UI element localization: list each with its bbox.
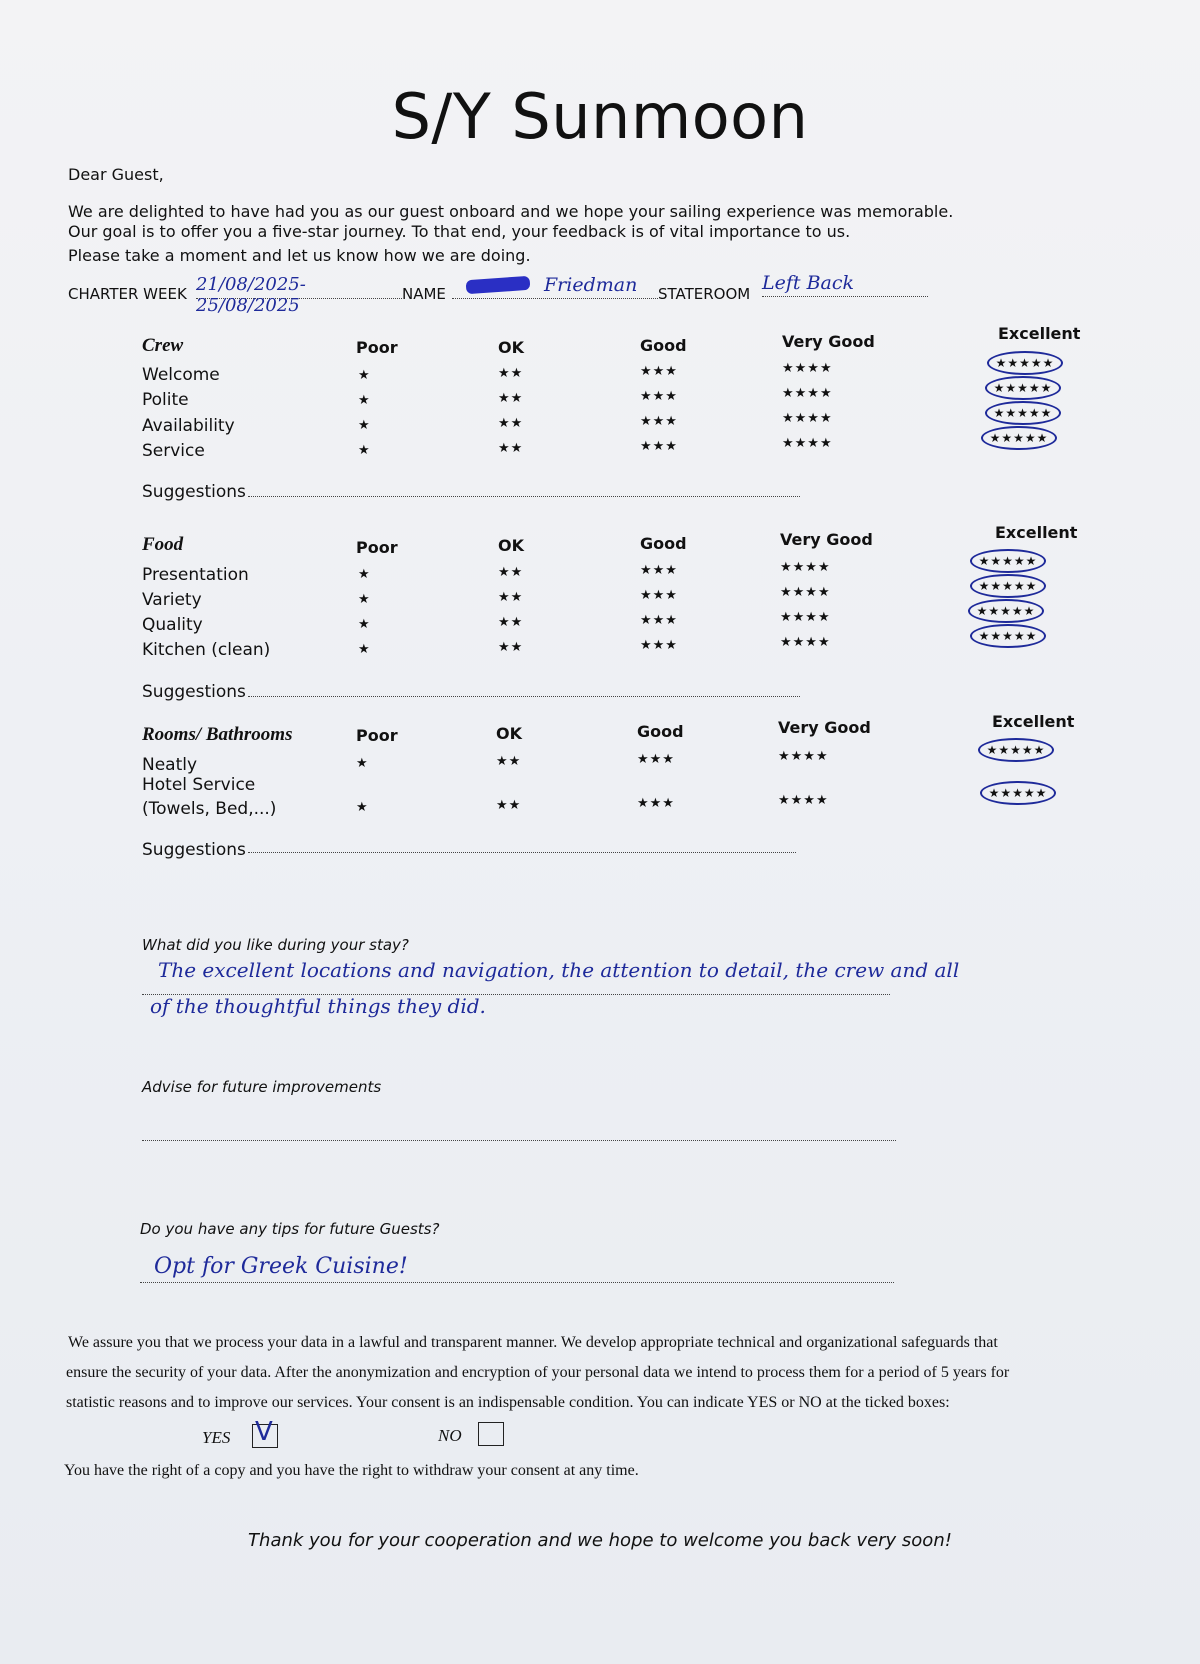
rooms-col-ok: OK	[496, 724, 522, 743]
crew-col-ok: OK	[498, 338, 524, 357]
question-liked-answer-line-1: The excellent locations and navigation, the attention to detail, the crew and all	[158, 958, 960, 982]
food-variety-excellent-circled[interactable]: ★★★★★	[970, 574, 1046, 598]
intro-line-2: Our goal is to offer you a five-star journey. To that end, your feedback is of vital importance to us.	[68, 222, 851, 241]
food-presentation-ok[interactable]: ★★	[498, 565, 524, 580]
question-tips-answer: Opt for Greek Cuisine!	[154, 1254, 408, 1279]
crew-service-poor[interactable]: ★	[358, 443, 371, 458]
crew-item-welcome: Welcome	[142, 365, 220, 385]
food-item-presentation: Presentation	[142, 565, 249, 585]
food-col-ok: OK	[498, 536, 524, 555]
intro-line-3: Please take a moment and let us know how we are doing.	[68, 246, 531, 265]
question-liked-answer-line-2: of the thoughtful things they did.	[150, 994, 486, 1018]
crew-service-ok[interactable]: ★★	[498, 441, 524, 456]
rooms-item-towels-bed: (Towels, Bed,...)	[142, 799, 277, 819]
food-variety-ok[interactable]: ★★	[498, 590, 524, 605]
crew-item-service: Service	[142, 441, 205, 461]
food-quality-good[interactable]: ★★★	[640, 613, 678, 628]
food-item-quality: Quality	[142, 615, 203, 635]
rooms-neatly-ok[interactable]: ★★	[496, 754, 522, 769]
rooms-item-hotel-service: Hotel Service	[142, 775, 256, 795]
name-field[interactable]	[452, 274, 658, 299]
crew-suggestions-field[interactable]	[248, 482, 800, 497]
charter-week-value: 21/08/2025-25/08/2025	[196, 274, 306, 316]
crew-availability-good[interactable]: ★★★	[640, 414, 678, 429]
consent-yes-label: YES	[202, 1428, 231, 1447]
food-presentation-poor[interactable]: ★	[358, 567, 371, 582]
food-col-good: Good	[640, 534, 687, 553]
crew-availability-poor[interactable]: ★	[358, 418, 371, 433]
page-title: S/Y Sunmoon	[391, 80, 809, 153]
rooms-item-neatly: Neatly	[142, 755, 198, 775]
rooms-section-title: Rooms/ Bathrooms	[142, 724, 293, 745]
crew-service-excellent-circled[interactable]: ★★★★★	[981, 426, 1057, 450]
food-presentation-very-good[interactable]: ★★★★	[780, 560, 831, 575]
rooms-col-good: Good	[637, 722, 684, 741]
consent-no-label: NO	[438, 1426, 462, 1445]
intro-line-1: We are delighted to have had you as our guest onboard and we hope your sailing experience was memorable.	[68, 202, 954, 221]
crew-welcome-good[interactable]: ★★★	[640, 364, 678, 379]
crew-polite-poor[interactable]: ★	[358, 393, 371, 408]
crew-polite-good[interactable]: ★★★	[640, 389, 678, 404]
food-section-title: Food	[142, 534, 184, 555]
food-col-very-good: Very Good	[780, 530, 873, 549]
stateroom-field[interactable]	[762, 272, 928, 297]
crew-welcome-excellent-circled[interactable]: ★★★★★	[987, 351, 1063, 375]
crew-item-polite: Polite	[142, 390, 189, 410]
name-label: NAME	[402, 285, 446, 303]
food-presentation-good[interactable]: ★★★	[640, 563, 678, 578]
food-item-variety: Variety	[142, 590, 202, 610]
food-variety-very-good[interactable]: ★★★★	[780, 585, 831, 600]
consent-yes-checkbox[interactable]	[252, 1417, 278, 1448]
food-quality-very-good[interactable]: ★★★★	[780, 610, 831, 625]
crew-availability-ok[interactable]: ★★	[498, 416, 524, 431]
food-item-kitchen: Kitchen (clean)	[142, 640, 271, 660]
food-variety-poor[interactable]: ★	[358, 592, 371, 607]
food-col-excellent: Excellent	[995, 523, 1078, 542]
legal-line-1: We assure you that we process your data in a lawful and transparent manner. We develop appropriate technical and organizational safeguards that	[68, 1334, 998, 1351]
food-col-poor: Poor	[356, 538, 398, 557]
charter-week-field[interactable]	[196, 274, 402, 316]
stateroom-label: STATEROOM	[658, 285, 751, 303]
greeting: Dear Guest,	[68, 165, 164, 184]
thank-you-message: Thank you for your cooperation and we hope to welcome you back very soon!	[248, 1530, 952, 1551]
crew-welcome-poor[interactable]: ★	[358, 368, 371, 383]
legal-line-2: ensure the security of your data. After the anonymization and encryption of your personal data we intend to process them for a period of 5 years for	[66, 1364, 1010, 1381]
rooms-neatly-excellent-circled[interactable]: ★★★★★	[978, 738, 1054, 762]
crew-item-availability: Availability	[142, 416, 235, 436]
crew-service-good[interactable]: ★★★	[640, 439, 678, 454]
food-quality-ok[interactable]: ★★	[498, 615, 524, 630]
question-improvements-label: Advise for future improvements	[142, 1078, 382, 1096]
food-kitchen-poor[interactable]: ★	[358, 642, 371, 657]
stateroom-value: Left Back	[762, 272, 855, 294]
check-mark-icon: V	[255, 1417, 273, 1447]
food-presentation-excellent-circled[interactable]: ★★★★★	[970, 549, 1046, 573]
crew-service-very-good[interactable]: ★★★★	[782, 436, 833, 451]
crew-col-poor: Poor	[356, 338, 398, 357]
crew-availability-very-good[interactable]: ★★★★	[782, 411, 833, 426]
crew-col-very-good: Very Good	[782, 332, 875, 351]
crew-section-title: Crew	[142, 335, 184, 356]
rooms-col-very-good: Very Good	[778, 718, 871, 737]
crew-availability-excellent-circled[interactable]: ★★★★★	[985, 401, 1061, 425]
crew-polite-very-good[interactable]: ★★★★	[782, 386, 833, 401]
rooms-suggestions-label: Suggestions	[142, 840, 246, 860]
crew-polite-excellent-circled[interactable]: ★★★★★	[985, 376, 1061, 400]
crew-col-excellent: Excellent	[998, 324, 1081, 343]
question-tips-label: Do you have any tips for future Guests?	[140, 1220, 440, 1238]
food-suggestions-field[interactable]	[248, 682, 800, 697]
crew-welcome-ok[interactable]: ★★	[498, 366, 524, 381]
rooms-hotel-good[interactable]: ★★★	[637, 796, 675, 811]
crew-suggestions-label: Suggestions	[142, 482, 246, 502]
crew-col-good: Good	[640, 336, 687, 355]
rooms-neatly-poor[interactable]: ★	[356, 756, 369, 771]
food-quality-poor[interactable]: ★	[358, 617, 371, 632]
rooms-hotel-poor[interactable]: ★	[356, 800, 369, 815]
food-quality-excellent-circled[interactable]: ★★★★★	[968, 599, 1044, 623]
question-liked-label: What did you like during your stay?	[142, 936, 409, 954]
food-kitchen-very-good[interactable]: ★★★★	[780, 635, 831, 650]
name-value: Friedman	[544, 274, 638, 296]
rooms-col-excellent: Excellent	[992, 712, 1075, 731]
charter-week-label: CHARTER WEEK	[68, 285, 187, 303]
food-kitchen-good[interactable]: ★★★	[640, 638, 678, 653]
food-kitchen-excellent-circled[interactable]: ★★★★★	[970, 624, 1046, 648]
rooms-hotel-ok[interactable]: ★★	[496, 798, 522, 813]
crew-polite-ok[interactable]: ★★	[498, 391, 524, 406]
rooms-neatly-good[interactable]: ★★★	[637, 752, 675, 767]
redaction-mark	[466, 276, 531, 294]
crew-welcome-very-good[interactable]: ★★★★	[782, 361, 833, 376]
question-improvements-field[interactable]	[142, 1120, 896, 1141]
rooms-hotel-very-good[interactable]: ★★★★	[778, 793, 829, 808]
rooms-col-poor: Poor	[356, 726, 398, 745]
food-variety-good[interactable]: ★★★	[640, 588, 678, 603]
rooms-neatly-very-good[interactable]: ★★★★	[778, 749, 829, 764]
legal-rights: You have the right of a copy and you have the right to withdraw your consent at any time.	[64, 1462, 639, 1479]
legal-line-3: statistic reasons and to improve our services. Your consent is an indispensable condition. You can indicate YES or NO at the ticked boxes:	[66, 1394, 950, 1411]
rooms-suggestions-field[interactable]	[248, 838, 796, 853]
rooms-hotel-excellent-circled[interactable]: ★★★★★	[980, 781, 1056, 805]
food-suggestions-label: Suggestions	[142, 682, 246, 702]
consent-no-checkbox[interactable]	[478, 1422, 504, 1446]
food-kitchen-ok[interactable]: ★★	[498, 640, 524, 655]
